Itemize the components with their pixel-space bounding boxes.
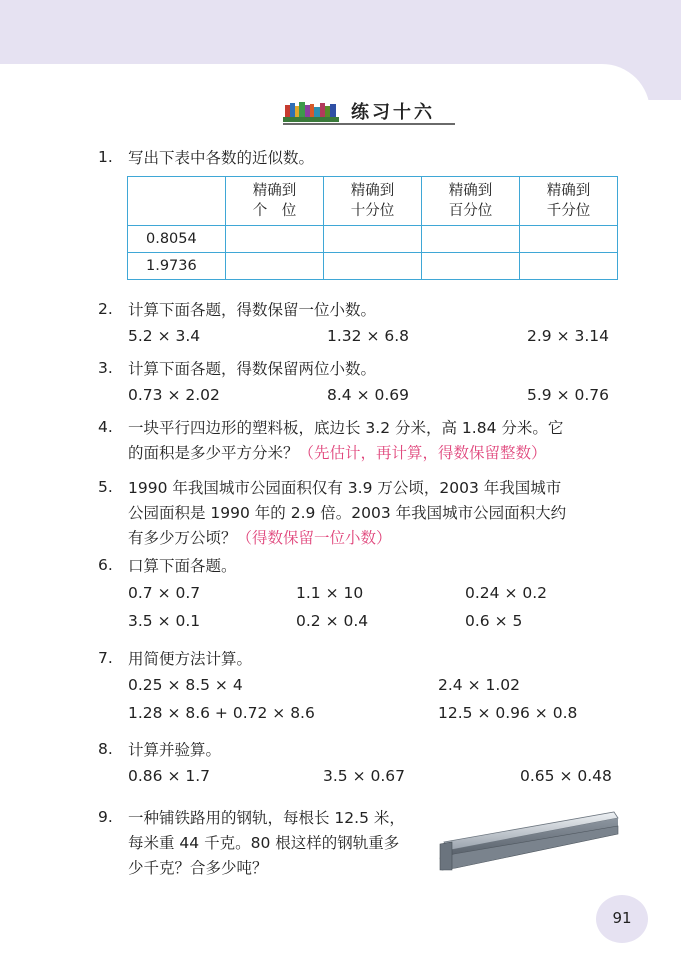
- answer-cell: [324, 226, 422, 253]
- q6-expr: 1.1 × 10: [296, 584, 364, 602]
- answer-cell: [422, 253, 520, 280]
- answer-cell: [324, 253, 422, 280]
- q9-line-2: 每米重 44 千克。80 根这样的钢轨重多: [128, 834, 400, 852]
- q9-line-1: 一种铺铁路用的钢轨，每根长 12.5 米，: [128, 809, 405, 827]
- q6-text: 口算下面各题。: [128, 557, 237, 575]
- q7-number: 7.: [98, 649, 113, 667]
- answer-cell: [226, 253, 324, 280]
- q9-number: 9.: [98, 808, 113, 826]
- q8-expr-1: 0.86 × 1.7: [128, 767, 211, 785]
- answer-cell: [520, 226, 618, 253]
- q5-line-3: 有多少万公顷？（得数保留一位小数）: [128, 529, 392, 547]
- q8-expr-2: 3.5 × 0.67: [323, 767, 406, 785]
- q3-expr-3: 5.9 × 0.76: [527, 386, 610, 404]
- header-hundredths: 精确到 百分位: [422, 177, 520, 226]
- approx-table: [127, 176, 618, 280]
- q7-expr: 12.5 × 0.96 × 0.8: [438, 704, 578, 722]
- q3-expr-1: 0.73 × 2.02: [128, 386, 220, 404]
- q3-expr-2: 8.4 × 0.69: [327, 386, 410, 404]
- steel-rail-illustration: [438, 808, 620, 876]
- q7-expr: 2.4 × 1.02: [438, 676, 521, 694]
- q5-note: （得数保留一位小数）: [236, 529, 392, 547]
- q5-line-1: 1990 年我国城市公园面积仅有 3.9 万公顷，2003 年我国城市: [128, 479, 562, 497]
- title-underline: [283, 123, 455, 125]
- q8-text: 计算并验算。: [128, 741, 222, 759]
- page-title: 练习十六: [351, 102, 435, 123]
- section-header: [283, 96, 455, 126]
- q7-text: 用简便方法计算。: [128, 650, 253, 668]
- q6-expr: 3.5 × 0.1: [128, 612, 201, 630]
- answer-cell: [520, 253, 618, 280]
- q6-expr: 0.24 × 0.2: [465, 584, 548, 602]
- q2-expr-3: 2.9 × 3.14: [527, 327, 610, 345]
- q5-number: 5.: [98, 478, 113, 496]
- q8-number: 8.: [98, 740, 113, 758]
- q2-expr-1: 5.2 × 3.4: [128, 327, 201, 345]
- table-row: [128, 253, 618, 280]
- q3-number: 3.: [98, 359, 113, 377]
- page-number: 91: [612, 909, 632, 927]
- table-corner-cell: [128, 177, 226, 226]
- q5-line-2: 公园面积是 1990 年的 2.9 倍。2003 年我国城市公园面积大约: [128, 504, 567, 522]
- q2-expr-2: 1.32 × 6.8: [327, 327, 410, 345]
- q1-text: 写出下表中各数的近似数。: [128, 149, 315, 167]
- row-label: 0.8054: [128, 226, 226, 253]
- q6-number: 6.: [98, 556, 113, 574]
- q4-line-2: 的面积是多少平方分米？（先估计，再计算，得数保留整数）: [128, 444, 547, 462]
- q8-expr-3: 0.65 × 0.48: [520, 767, 612, 785]
- header-thousandths: 精确到 千分位: [520, 177, 618, 226]
- q7-expr: 1.28 × 8.6 + 0.72 × 8.6: [128, 704, 315, 722]
- header-tenths: 精确到 十分位: [324, 177, 422, 226]
- answer-cell: [226, 226, 324, 253]
- q2-text: 计算下面各题，得数保留一位小数。: [128, 301, 377, 319]
- q4-line-1: 一块平行四边形的塑料板，底边长 3.2 分米，高 1.84 分米。它: [128, 419, 564, 437]
- q3-text: 计算下面各题，得数保留两位小数。: [128, 360, 377, 378]
- row-label: 1.9736: [128, 253, 226, 280]
- q4-number: 4.: [98, 418, 113, 436]
- table-header-row: [128, 177, 618, 226]
- q1-number: 1.: [98, 148, 113, 166]
- q4-note: （先估计，再计算，得数保留整数）: [298, 444, 547, 462]
- q6-expr: 0.6 × 5: [465, 612, 523, 630]
- q6-expr: 0.7 × 0.7: [128, 584, 201, 602]
- books-icon: [283, 100, 339, 122]
- q9-line-3: 少千克？合多少吨？: [128, 859, 268, 877]
- page-number-badge: [596, 895, 648, 943]
- q7-expr: 0.25 × 8.5 × 4: [128, 676, 243, 694]
- header-ones: 精确到 个 位: [226, 177, 324, 226]
- q6-expr: 0.2 × 0.4: [296, 612, 369, 630]
- table-row: [128, 226, 618, 253]
- answer-cell: [422, 226, 520, 253]
- q2-number: 2.: [98, 300, 113, 318]
